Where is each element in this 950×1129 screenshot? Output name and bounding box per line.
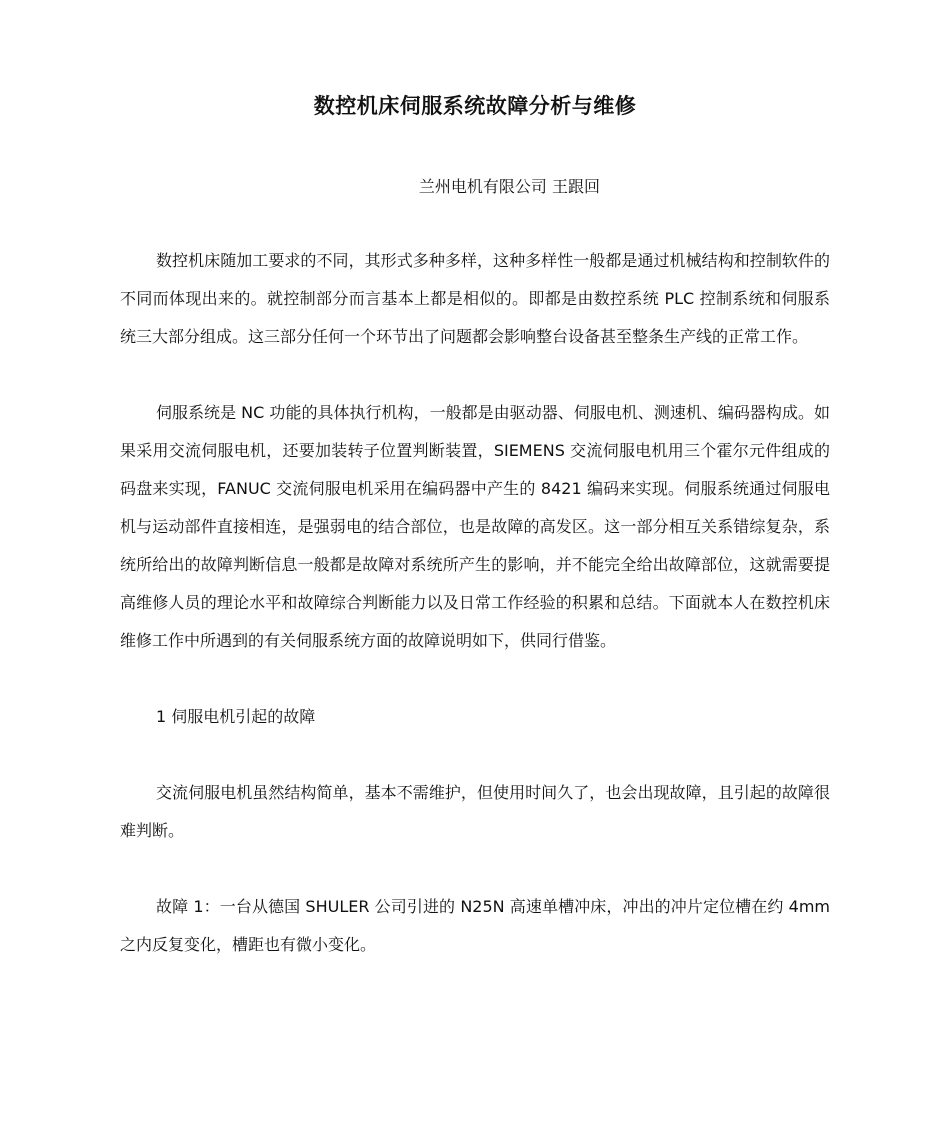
document-title: 数控机床伺服系统故障分析与维修 <box>313 94 637 118</box>
section-heading: 1 伺服电机引起的故障 <box>156 707 316 726</box>
author-byline: 兰州电机有限公司 王跟回 <box>418 177 600 196</box>
section-paragraph-2: 故障 1：一台从德国 SHULER 公司引进的 N25N 高速单槽冲床，冲出的冲片定位槽在约 4mm 之内反复变化，槽距也有微小变化。 <box>120 897 830 954</box>
intro-paragraph-1: 数控机床随加工要求的不同，其形式多种多样，这种多样性一般都是通过机械结构和控制软件的不同而体现出来的。就控制部分而言基本上都是相似的。即都是由数控系统 PLC 控制系统和伺服系统三大部分组成。这三部分任何一个环节出了问题都会影响整台设备甚至整条生产线的正常工作。 <box>120 251 830 346</box>
section-paragraph-1: 交流伺服电机虽然结构简单，基本不需维护，但使用时间久了，也会出现故障，且引起的故障很难判断。 <box>120 783 830 840</box>
intro-paragraph-2: 伺服系统是 NC 功能的具体执行机构，一般都是由驱动器、伺服电机、测速机、编码器构成。如果采用交流伺服电机，还要加装转子位置判断装置，SIEMENS 交流伺服电机用三个霍尔元件组成的码盘来实现，FANUC 交流伺服电机采用在编码器中产生的 8421 编码来实现。伺服系统通过伺服电机与运动部件直接相连，是强弱电的结合部位，也是故障的高发区。这一部分相互关系错综复杂，系统所给出的故障判断信息一般都是故障对系统所产生的影响，并不能完全给出故障部位，这就需要提高维修人员的理论水平和故障综合判断能力以及日常工作经验的积累和总结。下面就本人在数控机床维修工作中所遇到的有关伺服系统方面的故障说明如下，供同行借鉴。 <box>120 403 830 650</box>
